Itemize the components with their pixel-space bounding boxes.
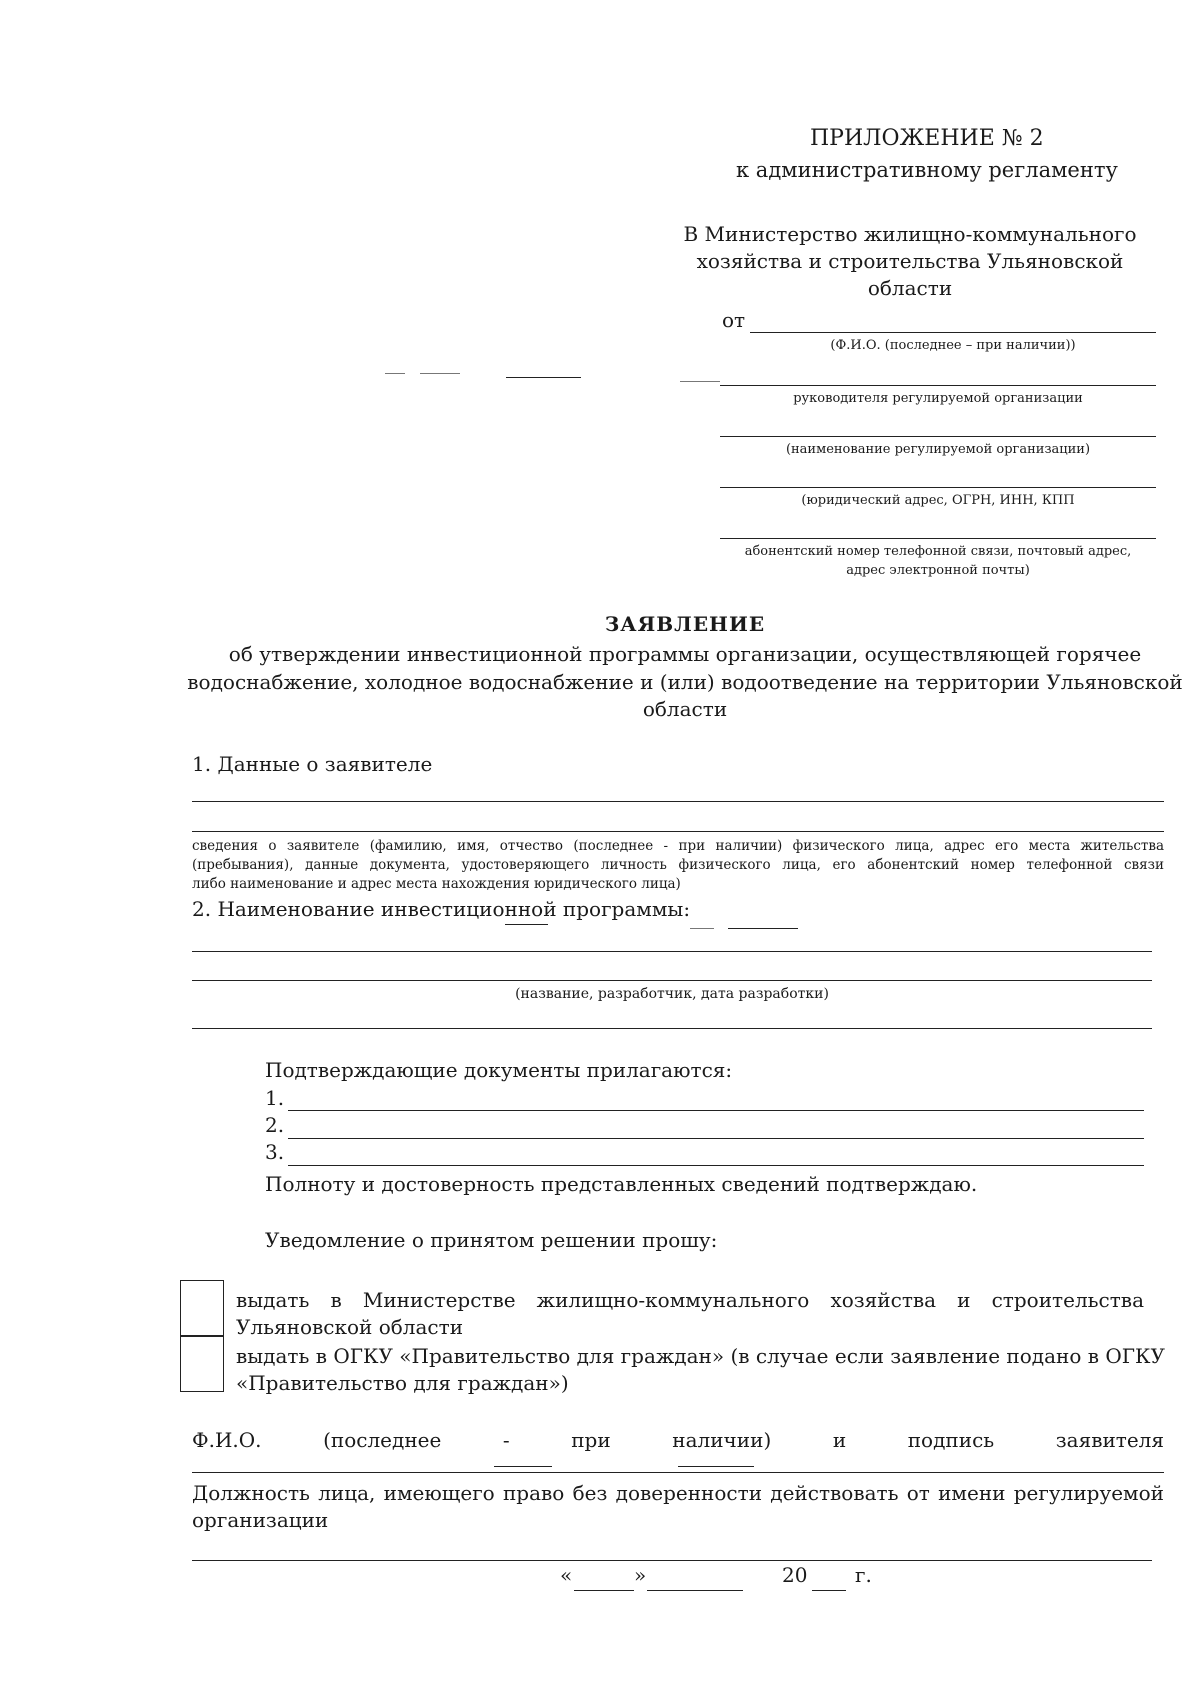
- program-name-field-3[interactable]: [192, 1028, 1152, 1029]
- fio-hint: (Ф.И.О. (последнее – при наличии)): [830, 338, 1076, 353]
- fio-signature-field[interactable]: [192, 1472, 1164, 1473]
- appendix-subtitle: к административному регламенту: [736, 158, 1118, 182]
- legal-address-field[interactable]: [720, 487, 1156, 488]
- document-subject-3: области: [642, 697, 728, 721]
- document-subject-1: об утверждении инвестиционной программы организации, осуществляющей горячее: [228, 642, 1142, 666]
- from-label: от: [722, 308, 746, 332]
- scan-artifact: [728, 928, 798, 929]
- position-label-1: Должность лица, имеющего право без доверенности действовать от имени регулируемой: [192, 1481, 1164, 1505]
- contacts-field[interactable]: [720, 538, 1156, 539]
- scan-artifact: [385, 373, 405, 374]
- option-ministry-line-2: Ульяновской области: [236, 1315, 464, 1339]
- document-item-field-1[interactable]: [288, 1110, 1144, 1111]
- confirmation-text: Полноту и достоверность представленных сведений подтверждаю.: [265, 1172, 978, 1196]
- head-position-field[interactable]: [720, 385, 1156, 386]
- option-ministry-line-1: выдать в Министерстве жилищно-коммунального хозяйства и строительства: [236, 1288, 1144, 1312]
- applicant-data-field-1[interactable]: [192, 801, 1164, 802]
- position-field[interactable]: [192, 1560, 1152, 1561]
- head-position-hint: руководителя регулируемой организации: [793, 391, 1083, 406]
- contacts-hint-1: абонентский номер телефонной связи, почтовый адрес,: [744, 544, 1132, 559]
- option-ministry-checkbox[interactable]: [180, 1280, 224, 1337]
- scan-artifact: [494, 1466, 552, 1467]
- date-day-field[interactable]: [574, 1590, 634, 1591]
- program-hint: (название, разработчик, дата разработки): [515, 986, 829, 1002]
- scan-artifact: [420, 373, 460, 374]
- document-heading: ЗАЯВЛЕНИЕ: [604, 612, 766, 636]
- addressee-line-1: В Министерство жилищно-коммунального: [683, 222, 1137, 246]
- option-ogku-line-2: «Правительство для граждан»): [236, 1371, 569, 1395]
- document-item-field-2[interactable]: [288, 1138, 1144, 1139]
- program-name-field-2[interactable]: [192, 980, 1152, 981]
- from-fio-field[interactable]: [750, 332, 1156, 333]
- date-quote-open: «: [560, 1563, 573, 1587]
- date-year-suffix: г.: [855, 1563, 872, 1587]
- addressee-line-3: области: [867, 276, 953, 300]
- applicant-hint-1: сведения о заявителе (фамилию, имя, отчество (последнее - при наличии) физического лица, адрес его места жительства: [192, 838, 1164, 854]
- applicant-data-field-2[interactable]: [192, 831, 1164, 832]
- date-quote-close: »: [634, 1563, 647, 1587]
- applicant-hint-3: либо наименование и адрес места нахождения юридического лица): [192, 876, 681, 892]
- document-item-field-3[interactable]: [288, 1165, 1144, 1166]
- applicant-hint-2: (пребывания), данные документа, удостоверяющего личность физического лица, его абонентский номер телефонной связи: [192, 857, 1164, 873]
- position-label-2: организации: [192, 1508, 329, 1532]
- document-item-number-2: 2.: [265, 1113, 285, 1137]
- addressee-line-2: хозяйства и строительства Ульяновской: [696, 249, 1124, 273]
- legal-address-hint: (юридический адрес, ОГРН, ИНН, КПП: [801, 493, 1075, 508]
- option-ogku-line-1: выдать в ОГКУ «Правительство для граждан» (в случае если заявление подано в ОГКУ: [236, 1344, 1165, 1368]
- scan-artifact: [506, 377, 581, 378]
- document-subject-2: водоснабжение, холодное водоснабжение и (или) водоотведение на территории Ульяновской: [187, 670, 1183, 694]
- section-1-label: 1. Данные о заявителе: [192, 752, 433, 776]
- scan-artifact: [680, 381, 720, 382]
- documents-label: Подтверждающие документы прилагаются:: [265, 1058, 733, 1082]
- option-ogku-checkbox[interactable]: [180, 1335, 224, 1392]
- document-item-number-1: 1.: [265, 1086, 285, 1110]
- organization-name-hint: (наименование регулируемой организации): [785, 442, 1091, 457]
- section-2-label: 2. Наименование инвестиционной программы:: [192, 897, 691, 921]
- fio-signature-label: Ф.И.О. (последнее - при наличии) и подпись заявителя: [192, 1428, 1164, 1452]
- notification-label: Уведомление о принятом решении прошу:: [265, 1228, 718, 1252]
- program-name-field-1[interactable]: [192, 951, 1152, 952]
- contacts-hint-2: адрес электронной почты): [846, 563, 1030, 578]
- scan-artifact: [690, 928, 714, 929]
- date-year-prefix: 20: [782, 1563, 808, 1587]
- document-item-number-3: 3.: [265, 1140, 285, 1164]
- organization-name-field[interactable]: [720, 436, 1156, 437]
- date-month-field[interactable]: [647, 1590, 743, 1591]
- date-year-field[interactable]: [812, 1590, 846, 1591]
- appendix-title: ПРИЛОЖЕНИЕ № 2: [810, 126, 1044, 151]
- scan-artifact: [678, 1466, 754, 1467]
- scan-artifact: [505, 924, 548, 925]
